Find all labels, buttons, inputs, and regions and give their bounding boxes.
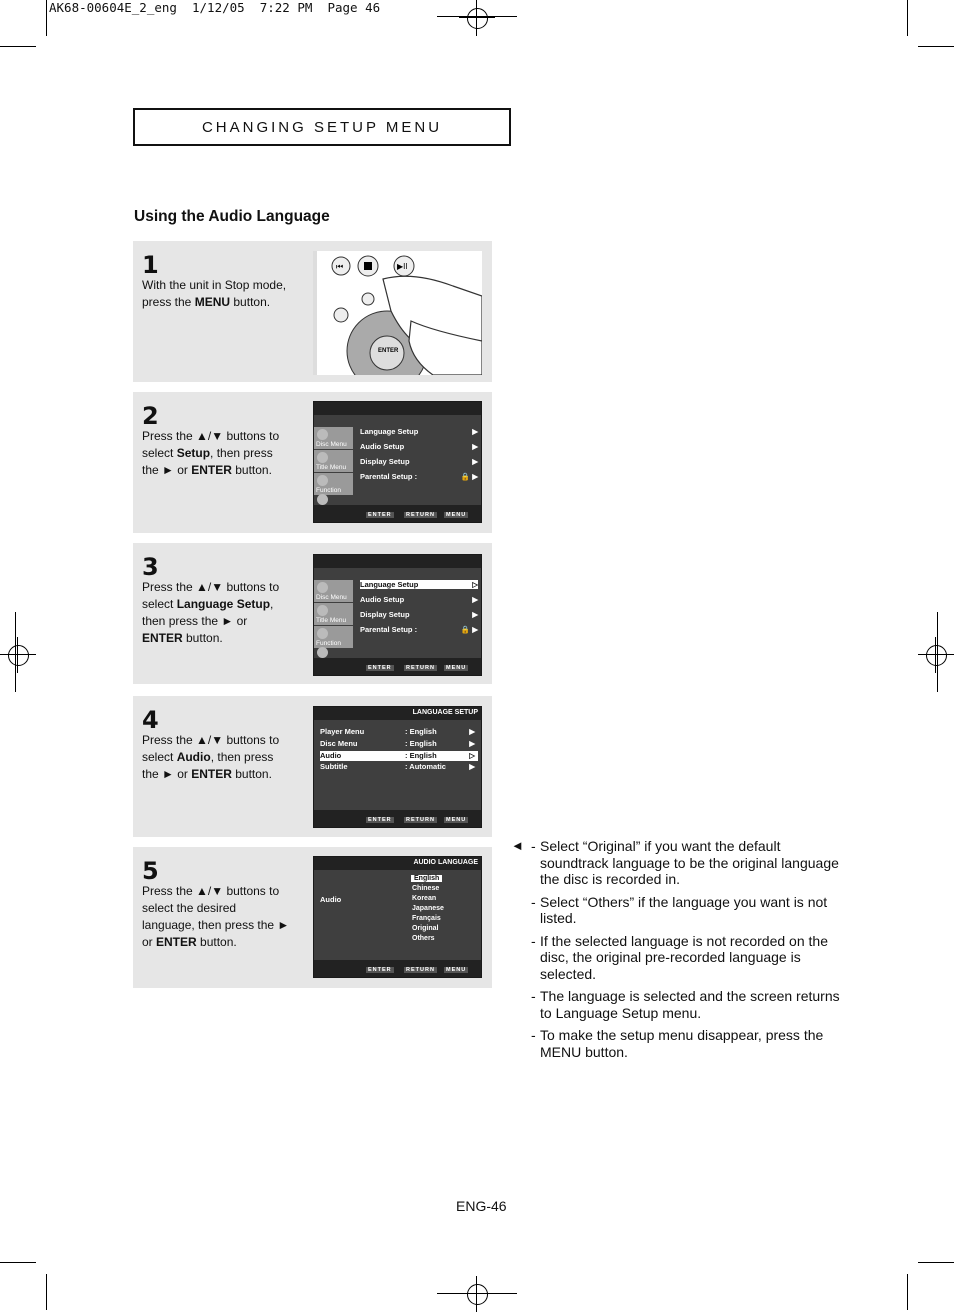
crop-mark [937,612,938,692]
language-setup-screen: LANGUAGE SETUP Player Menu : English ▶ Disc Menu : English ▶ Audio : English ▷ Subtitle : Automatic ▶ ENTER RETURN MENU [313,706,482,828]
registration-mark [459,0,495,36]
step-number: 3 [142,553,159,581]
menu-item: Display Setup ▶ [360,457,478,466]
print-header: AK68-00604E_2_eng 1/12/05 7:22 PM Page 46 [49,0,381,15]
menu-item: Parental Setup : 🔒 ▶ [360,625,478,634]
crop-mark [907,0,908,36]
left-arrow-icon: ◄ [511,838,524,853]
remote-control-icon [313,251,482,375]
crop-mark [918,1262,954,1263]
language-option: Others [412,935,435,942]
language-option: Original [412,925,439,932]
step-instruction: Press the ▲/▼ buttons to select Audio, then press the ► or ENTER button. [142,733,280,781]
crop-mark [46,0,47,36]
note-item: - If the selected language is not recorded on the disc, the original pre-recorded language is selected. [531,932,828,982]
registration-mark [459,1276,495,1312]
step-instruction: Press the ▲/▼ buttons to select Language Setup, then press the ► or ENTER button. [142,580,280,645]
screen-header: AUDIO LANGUAGE [413,859,478,866]
title-icon [317,605,328,616]
crop-mark [0,46,36,47]
step-1-panel [133,241,492,382]
screen-header: LANGUAGE SETUP [412,709,478,716]
step-4-panel [133,696,492,837]
menu-item: Display Setup ▶ [360,610,478,619]
language-option-selected: English [411,875,442,882]
svg-text:▶II: ▶II [397,262,408,271]
disc-icon [317,582,328,593]
crop-mark [437,1293,517,1294]
registration-mark [0,637,36,673]
setup-menu-screen: Disc Menu Title Menu Function Language Setup ▶ Audio Setup ▶ Display Setup ▶ Parental Setup : 🔒 ▶ ENTER RETURN MENU [313,401,482,523]
page-number: ENG-46 [456,1198,507,1214]
disc-icon [317,429,328,440]
setting-row-selected: Audio : English ▷ [320,751,478,761]
svg-text:⏮: ⏮ [336,262,344,271]
step-5-panel [133,847,492,988]
menu-item: Parental Setup : 🔒 ▶ [360,472,478,481]
menu-item: Audio Setup ▶ [360,595,478,604]
menu-item: Audio Setup ▶ [360,442,478,451]
step-number: 1 [142,251,159,279]
step-instruction: With the unit in Stop mode, press the MENU button. [142,278,287,309]
audio-language-screen: AUDIO LANGUAGE Audio English Chinese Korean Japanese Français Original Others ENTER RETURN MENU [313,856,482,978]
step-number: 2 [142,402,159,430]
crop-mark [918,46,954,47]
step-3-panel [133,543,492,684]
notes-list [511,838,841,1066]
note-item: ◄ - Select “Original” if you want the default soundtrack language to be the original language the disc is recorded in. [511,838,839,887]
gear-icon [317,647,328,658]
step-instruction: Press the ▲/▼ buttons to select the desired language, then press the ► or ENTER button. [142,884,290,949]
note-item: - To make the setup menu disappear, press the MENU button. [531,1027,824,1060]
language-option: Français [412,915,441,922]
step-number: 4 [142,706,159,734]
note-item: - The language is selected and the screen returns to Language Setup menu. [531,988,840,1021]
svg-text:ENTER: ENTER [378,348,399,354]
page-title: CHANGING SETUP MENU [133,108,511,146]
language-option: Chinese [412,885,440,892]
crop-mark [46,1274,47,1310]
language-option: Japanese [412,905,444,912]
title-icon [317,452,328,463]
remote-control-illustration [313,251,482,375]
crop-mark [437,16,517,17]
section-heading: Using the Audio Language [134,208,330,225]
crop-mark [15,612,16,692]
crop-mark [907,1274,908,1310]
function-icon [317,628,328,639]
gear-icon [317,494,328,505]
step-number: 5 [142,857,159,885]
menu-item-selected: Language Setup ▷ [360,580,478,589]
function-icon [317,475,328,486]
crop-mark [0,1262,36,1263]
step-instruction: Press the ▲/▼ buttons to select Setup, then press the ► or ENTER button. [142,429,280,477]
registration-mark [918,637,954,673]
setup-menu-screen: Disc Menu Title Menu Function Language Setup ▷ Audio Setup ▶ Display Setup ▶ Parental Setup : 🔒 ▶ ENTER RETURN MENU [313,554,482,676]
note-item: - Select “Others” if the language you want is not listed. [531,893,828,926]
step-2-panel [133,392,492,533]
menu-item: Language Setup ▶ [360,427,478,436]
language-option: Korean [412,895,437,902]
